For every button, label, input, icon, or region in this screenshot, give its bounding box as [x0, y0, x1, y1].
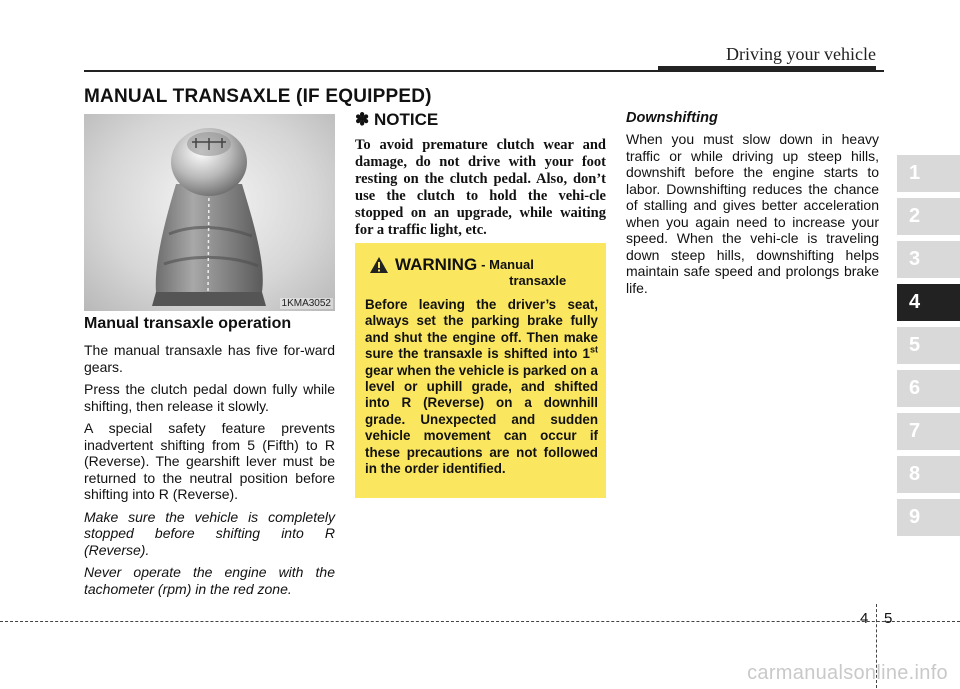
warning-body-text: Before leaving the driver’s seat, always set the parking brake fully and shut the engine off. Then make sure the transaxle is shifted into 1	[365, 297, 598, 362]
warning-subtitle-line1: - Manual	[481, 257, 534, 272]
notice-section	[355, 110, 606, 239]
chapter-tab-7[interactable]: 7	[897, 413, 960, 450]
warning-box	[355, 243, 606, 498]
chapter-number: 4	[860, 610, 869, 627]
paragraph: A special safety feature prevents inadvertent shifting from 5 (Fifth) to R (Reverse). The gearshift lever must be returned to the neutral position before shifting into R (Reverse).	[84, 420, 335, 502]
header-title: Driving your vehicle	[726, 44, 876, 64]
warning-word: WARNING	[395, 255, 478, 274]
warning-triangle-icon	[369, 256, 389, 274]
italic-paragraph: Make sure the vehicle is completely stopped before shifting into R (Reverse).	[84, 508, 335, 558]
left-column	[84, 315, 335, 597]
paragraph: The manual transaxle has five for-ward gears.	[84, 342, 335, 375]
chapter-tab-2[interactable]: 2	[897, 198, 960, 235]
notice-heading	[355, 110, 606, 130]
warning-heading	[369, 255, 598, 289]
chapter-tab-8[interactable]: 8	[897, 456, 960, 493]
figure-code: 1KMA3052	[281, 298, 331, 309]
notice-body: To avoid premature clutch wear and damage, do not drive with your foot resting on the clutch pedal. Also, don’t use the clutch to hold the vehi-cle stopped on an upgrade, while waiting for a traffic light, etc.	[355, 137, 606, 238]
chapter-tab-9[interactable]: 9	[897, 499, 960, 536]
warning-body-superscript: st	[589, 344, 598, 355]
downshifting-heading: Downshifting	[626, 110, 718, 126]
gearshift-image	[84, 114, 335, 311]
footer-rule	[0, 621, 960, 622]
italic-paragraph: Never operate the engine with the tachometer (rpm) in the red zone.	[84, 564, 335, 597]
chapter-tab-3[interactable]: 3	[897, 241, 960, 278]
warning-body-text: gear when the vehicle is parked on a level or uphill grade, and shifted into R (Reverse) on a downhill grade. Unexpected and sudden vehicle movement can occur if these precautions are not followed in the order identified.	[365, 362, 598, 477]
chapter-tab-1[interactable]: 1	[897, 155, 960, 192]
section-title: MANUAL TRANSAXLE (IF EQUIPPED)	[84, 86, 432, 107]
paragraph: Press the clutch pedal down fully while shifting, then release it slowly.	[84, 381, 335, 414]
notice-title: NOTICE	[373, 110, 439, 129]
warning-body	[365, 297, 598, 477]
header-rule-accent	[658, 66, 876, 71]
manual-transaxle-heading: Manual transaxle operation	[84, 315, 292, 332]
right-column	[626, 110, 879, 296]
chapter-tab-4[interactable]: 4	[897, 284, 960, 321]
page-number: 5	[884, 610, 893, 627]
notice-symbol-icon: ✽	[355, 110, 370, 129]
watermark: carmanualsonline.info	[747, 662, 948, 684]
chapter-tab-5[interactable]: 5	[897, 327, 960, 364]
gearshift-illustration	[84, 114, 335, 311]
warning-subtitle	[481, 255, 566, 289]
downshifting-body: When you must slow down in heavy traffic or while driving up steep hills, downshift before the engine starts to labor. Downshifting reduces the chance of stalling and gives better acceleration when you again need to increase your speed. When the vehi-cle is traveling down steep hills, downshifting helps maintain safe speed and prolongs brake life.	[626, 131, 879, 296]
warning-subtitle-line2: transaxle	[509, 273, 567, 288]
chapter-tab-6[interactable]: 6	[897, 370, 960, 407]
